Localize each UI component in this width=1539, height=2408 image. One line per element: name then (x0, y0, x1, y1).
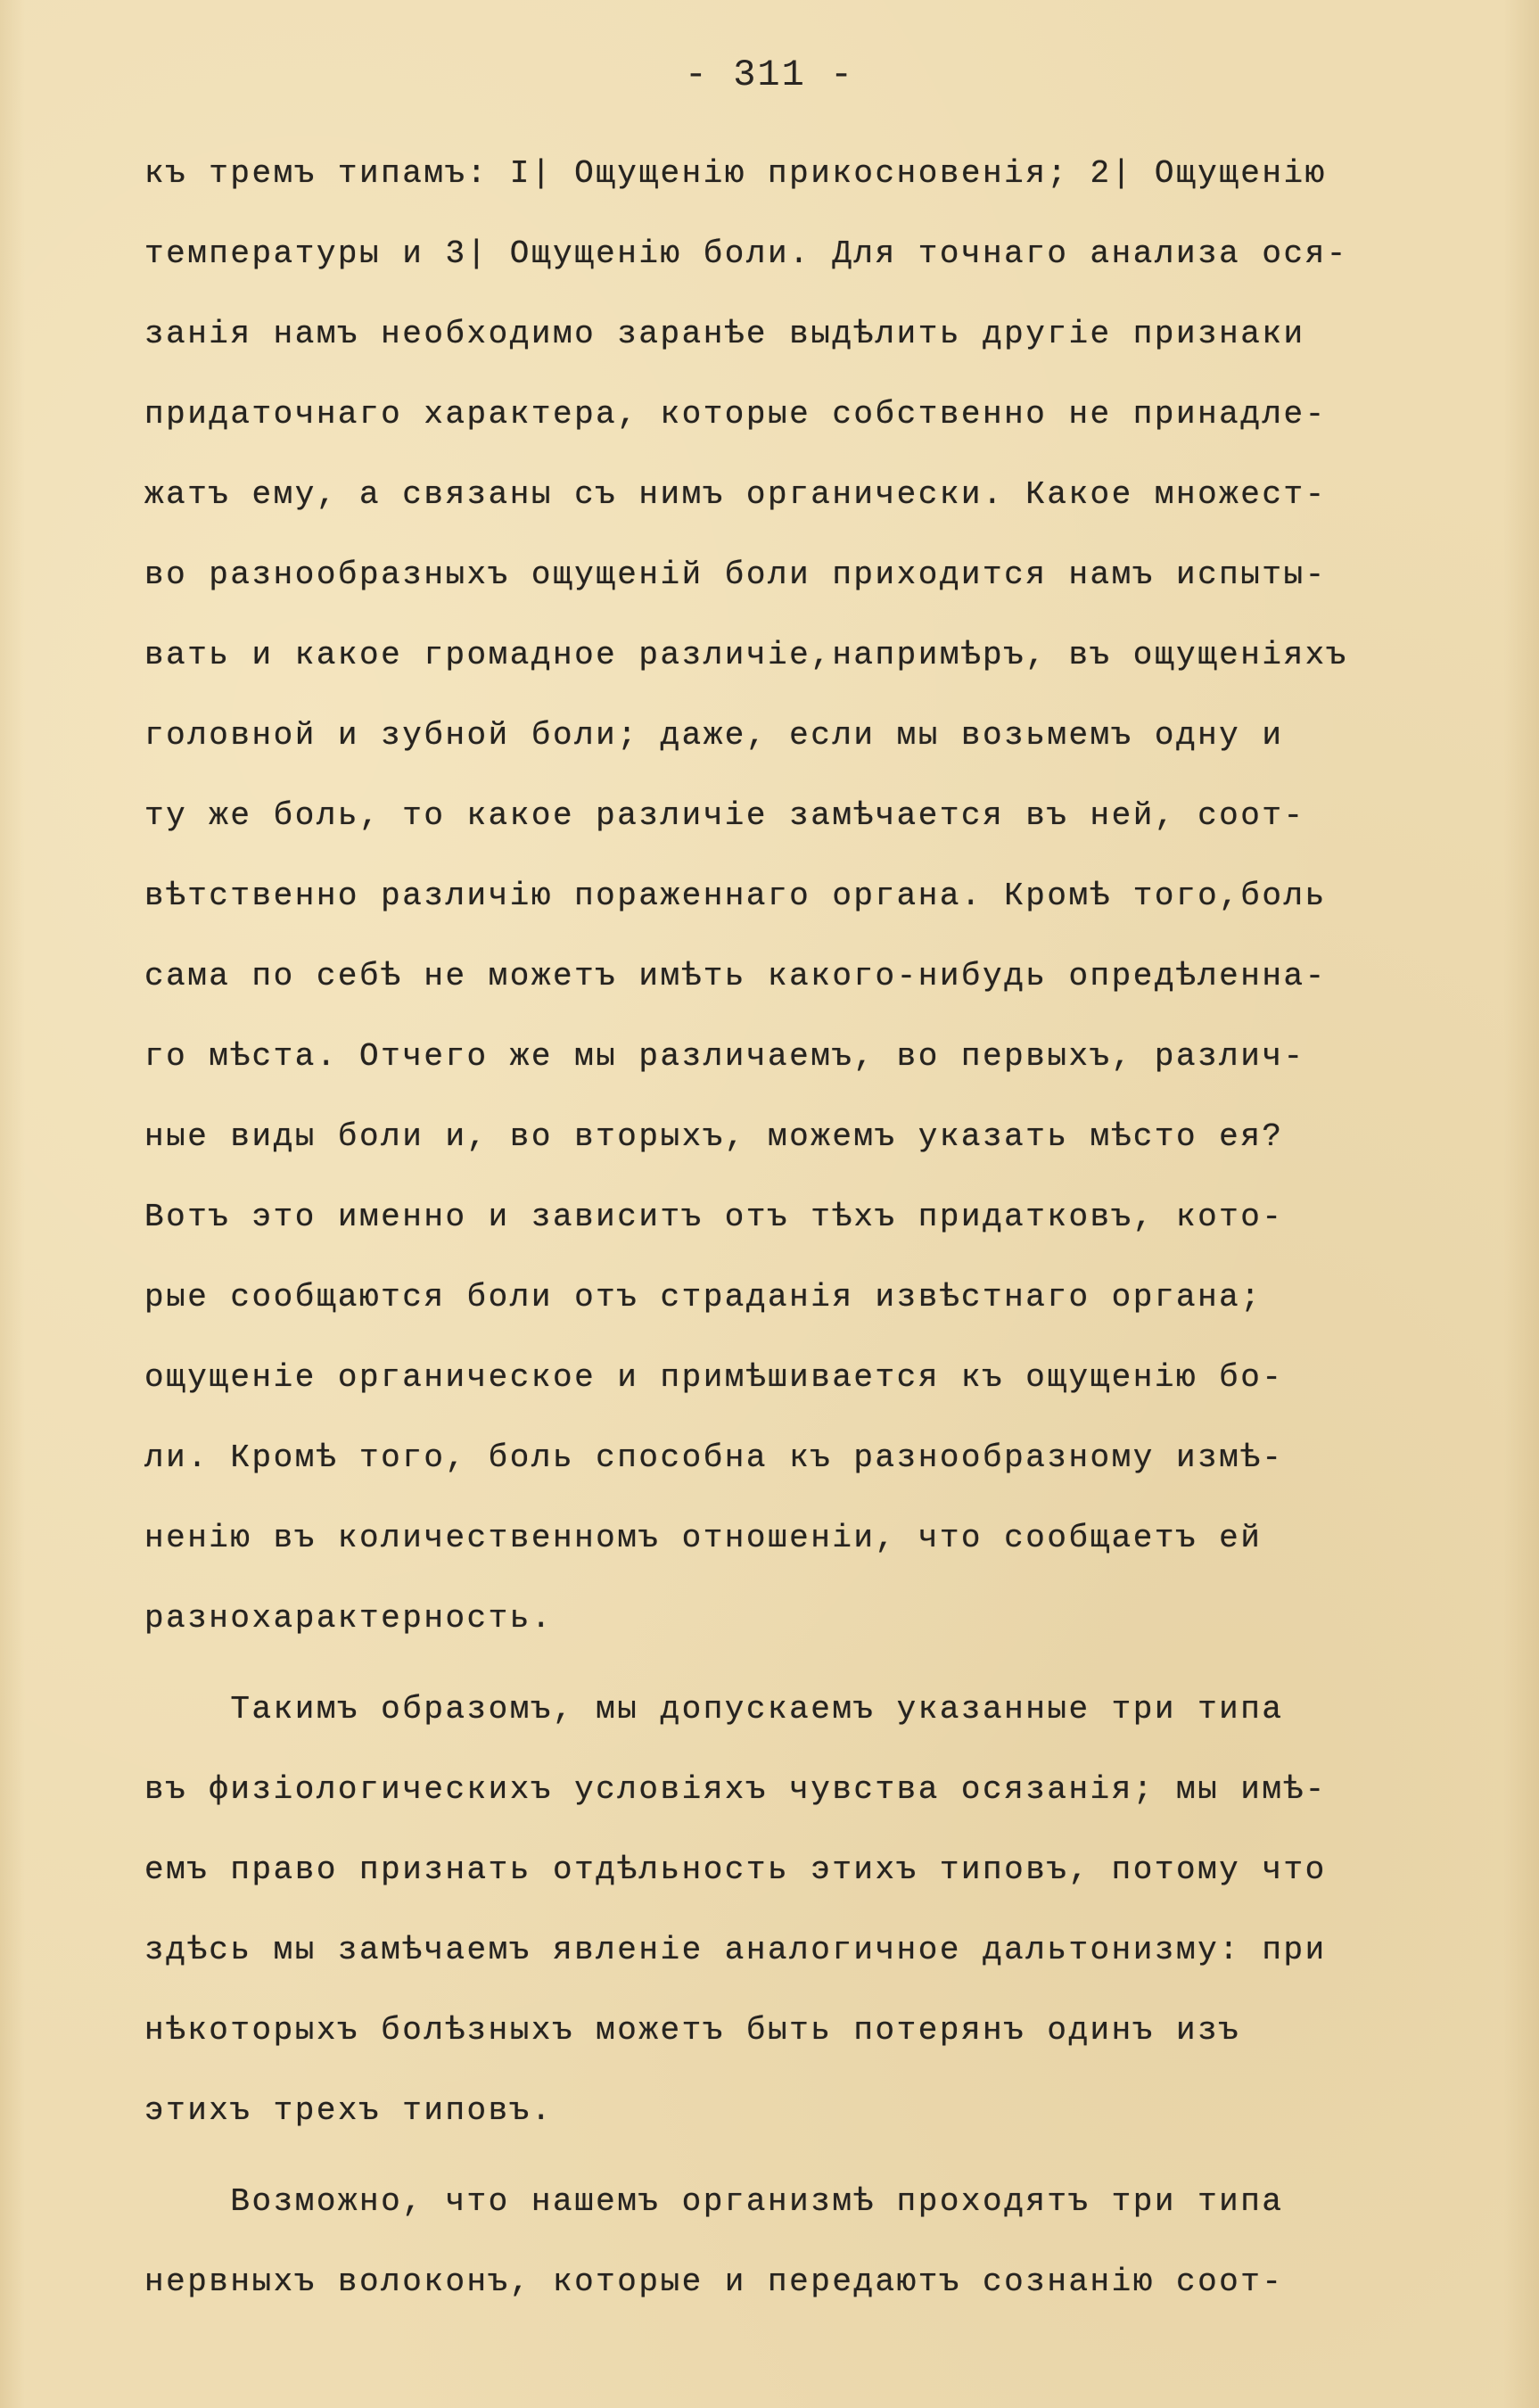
text-line: здѣсь мы замѣчаемъ явленіе аналогичное дальтонизму: при (144, 1932, 1327, 1968)
text-line: этихъ трехъ типовъ. (144, 2092, 553, 2129)
text-line: занія намъ необходимо заранѣе выдѣлить другіе признаки (144, 316, 1305, 352)
text-line: ощущеніе органическое и примѣшивается къ ощущенію бо- (144, 1359, 1284, 1396)
text-line: го мѣста. Отчего же мы различаемъ, во первыхъ, различ- (144, 1038, 1305, 1075)
text-line: температуры и 3| Ощущенію боли. Для точнаго анализа ося- (144, 235, 1348, 272)
text-line: вать и какое громадное различіе,напримѣръ, въ ощущеніяхъ (144, 637, 1348, 673)
text-line: нервныхъ волоконъ, которые и передаютъ сознанію соот- (144, 2264, 1284, 2300)
text-line: ные виды боли и, во вторыхъ, можемъ указать мѣсто ея? (144, 1118, 1284, 1155)
text-line: ли. Кромѣ того, боль способна къ разнообразному измѣ- (144, 1439, 1284, 1476)
paragraph-2 (144, 1670, 1518, 2151)
text-line: Возможно, что нашемъ организмѣ проходятъ три типа (144, 2183, 1284, 2220)
text-line: во разнообразныхъ ощущеній боли приходится намъ испыты- (144, 557, 1327, 593)
body-text (144, 134, 1518, 2322)
text-line: къ тремъ типамъ: I| Ощущенію прикосновенія; 2| Ощущенію (144, 155, 1327, 192)
paragraph-1 (144, 134, 1518, 1659)
text-line: сама по себѣ не можетъ имѣть какого-нибудь опредѣленна- (144, 958, 1327, 994)
text-line: вѣтственно различію пораженнаго органа. Кромѣ того,боль (144, 878, 1327, 914)
text-line: жатъ ему, а связаны съ нимъ органически. Какое множест- (144, 476, 1327, 513)
text-line: Такимъ образомъ, мы допускаемъ указанные три типа (144, 1691, 1284, 1728)
text-line: рые сообщаются боли отъ страданія извѣстнаго органа; (144, 1279, 1263, 1315)
text-line: придаточнаго характера, которые собственно не принадле- (144, 396, 1327, 433)
text-line: въ физіологическихъ условіяхъ чувства осязанія; мы имѣ- (144, 1771, 1327, 1808)
paragraph-gap (144, 1659, 1518, 1670)
text-line: Вотъ это именно и зависитъ отъ тѣхъ придатковъ, кото- (144, 1199, 1284, 1235)
text-line: ту же боль, то какое различіе замѣчается въ ней, соот- (144, 797, 1305, 834)
text-line: емъ право признать отдѣльность этихъ типовъ, потому что (144, 1851, 1327, 1888)
paragraph-gap (144, 2151, 1518, 2162)
text-line: разнохарактерность. (144, 1600, 553, 1637)
text-line: головной и зубной боли; даже, если мы возьмемъ одну и (144, 717, 1284, 754)
paragraph-3 (144, 2162, 1518, 2322)
text-line: ненію въ количественномъ отношеніи, что сообщаетъ ей (144, 1520, 1263, 1556)
text-line: нѣкоторыхъ болѣзныхъ можетъ быть потерянъ одинъ изъ (144, 2012, 1241, 2049)
page-number: - 311 - (684, 54, 855, 96)
